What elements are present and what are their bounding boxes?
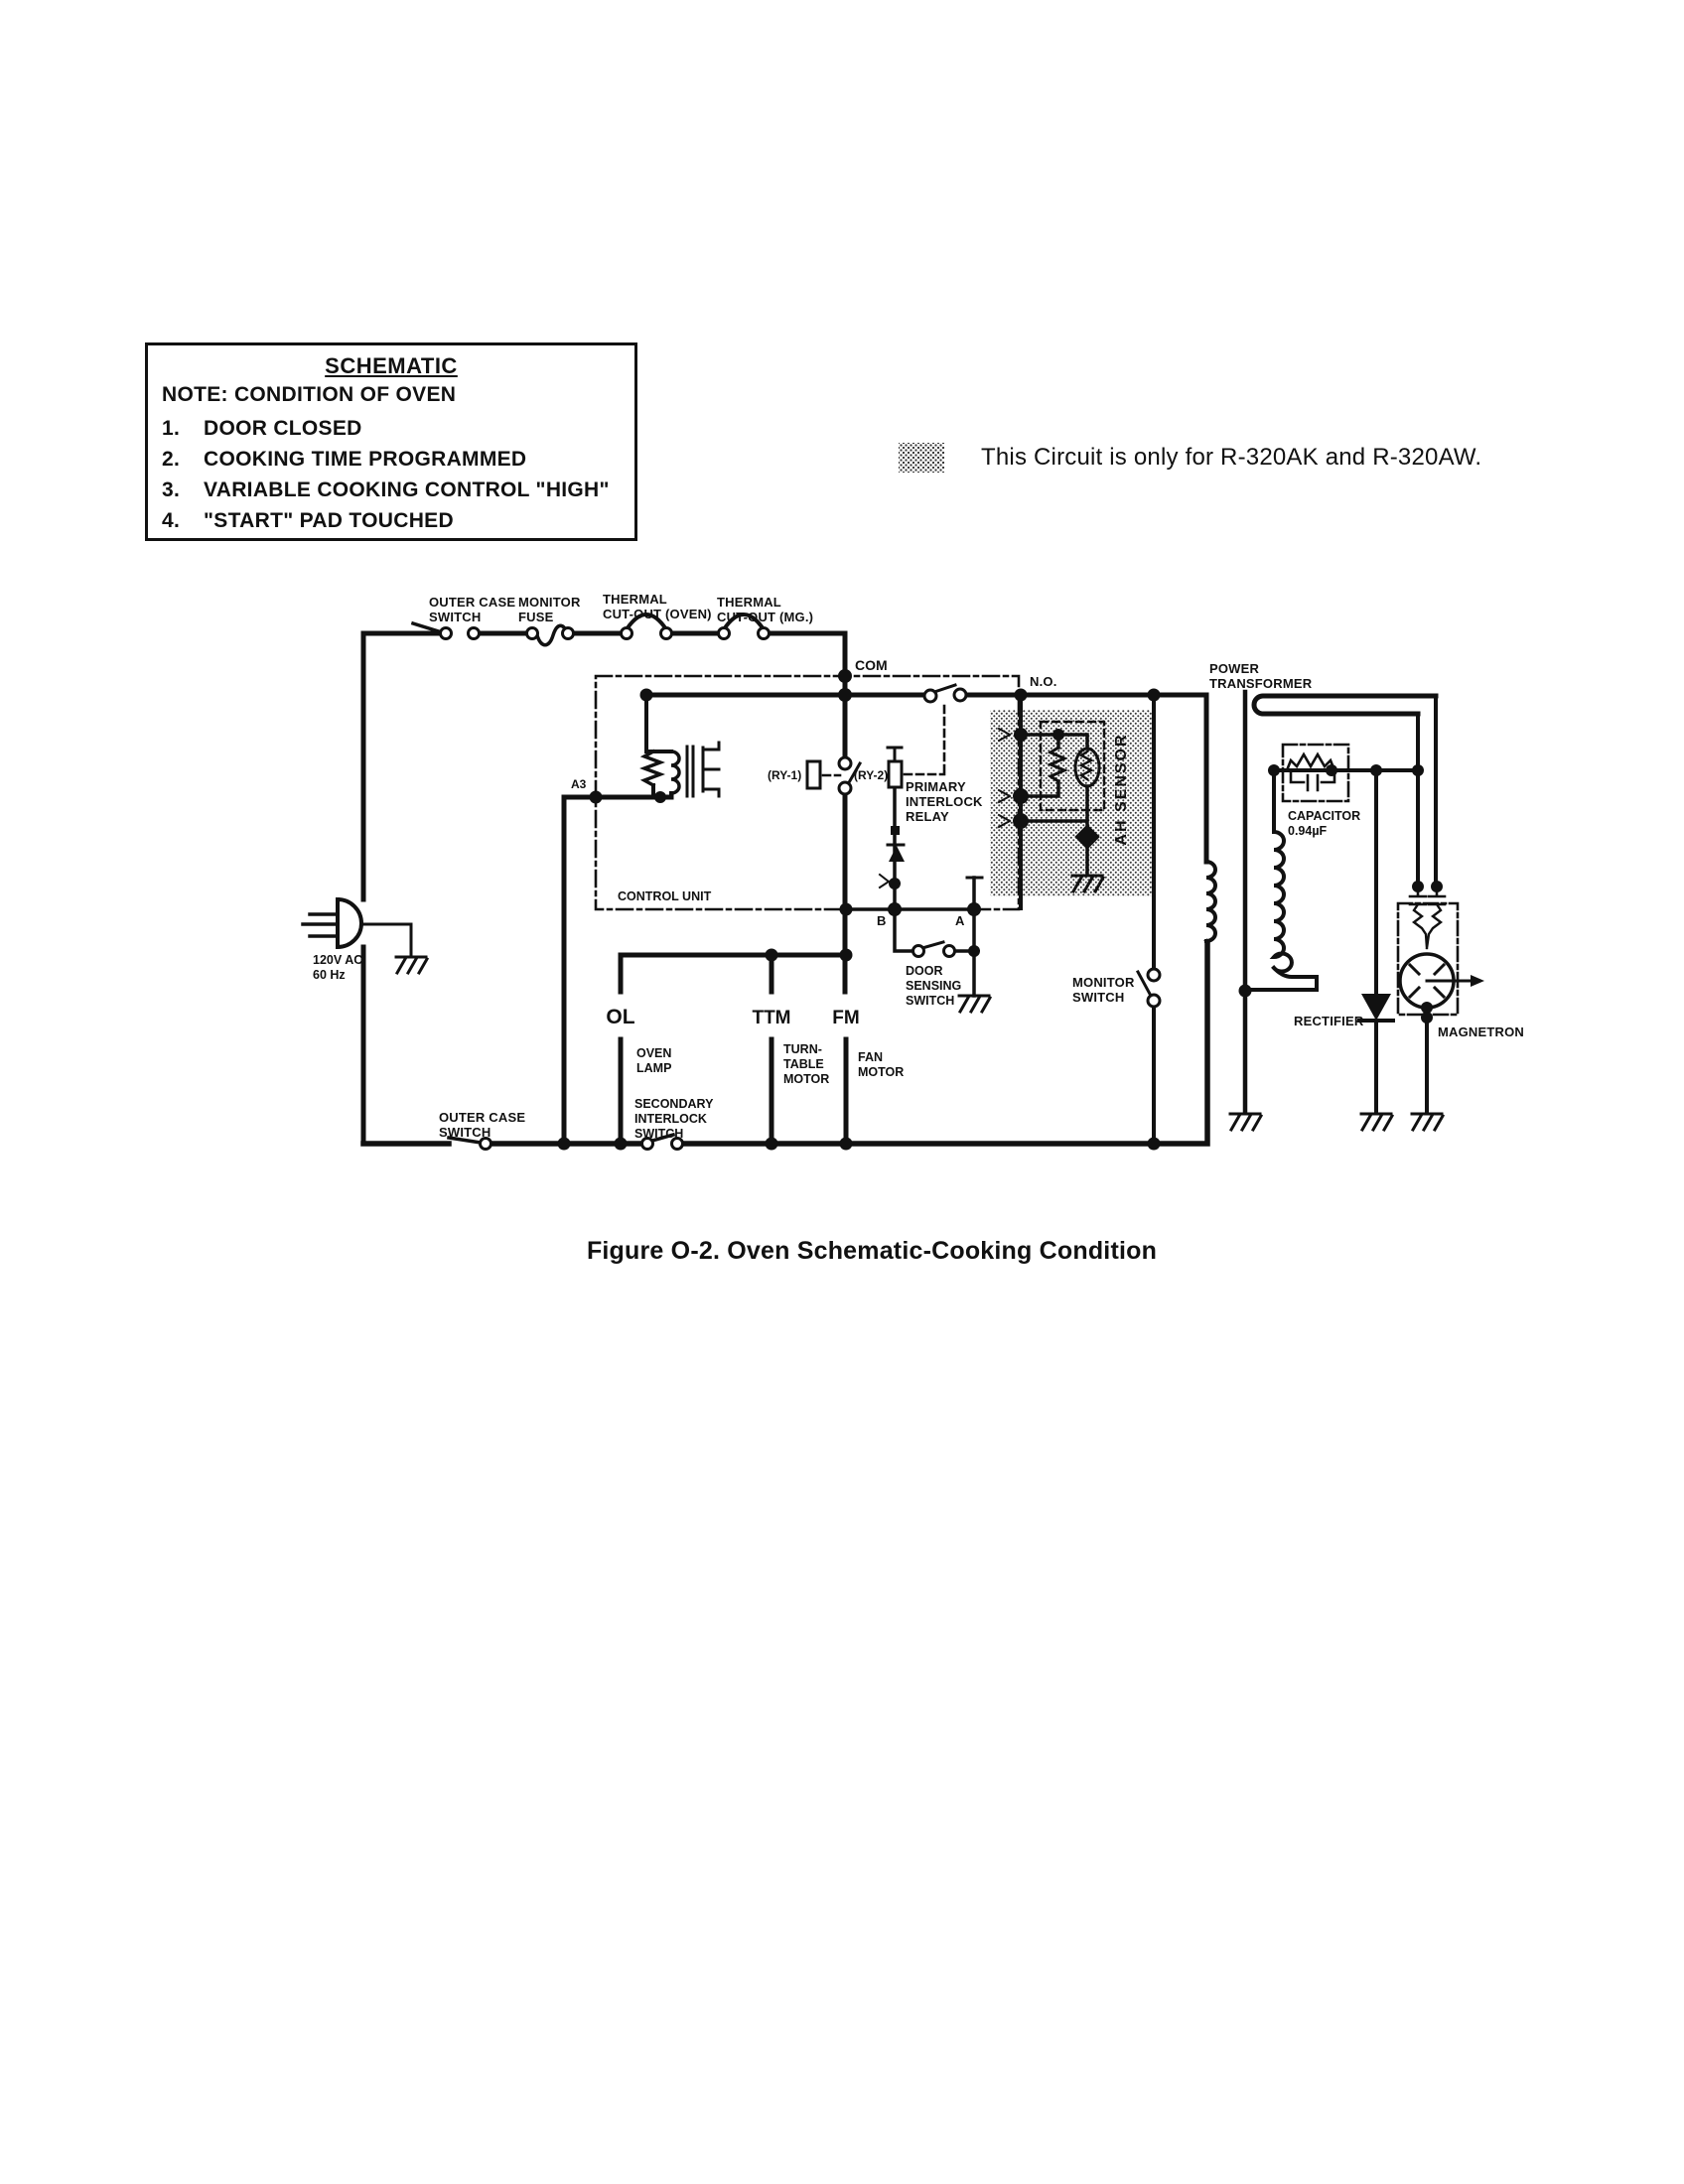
- ry1-coil: [807, 761, 840, 788]
- note-item-number: 4.: [162, 509, 181, 532]
- supply-voltage-label: 60 Hz: [313, 968, 346, 982]
- com-label: COM: [855, 657, 888, 673]
- thermal-cutout-mg-label: CUT-OUT (MG.): [717, 610, 814, 624]
- fan-motor-label: FAN: [858, 1050, 883, 1064]
- note-item-number: 3.: [162, 478, 181, 501]
- thermal-cutout-mg-label: THERMAL: [717, 595, 781, 610]
- note-item-text: "START" PAD TOUCHED: [204, 509, 454, 532]
- legend-shaded-swatch: [899, 443, 944, 473]
- ry1-label: (RY-1): [768, 768, 802, 782]
- thermal-cutout-oven-label: THERMAL: [603, 592, 667, 607]
- outer-case-switch-bottom-label: OUTER CASE: [439, 1110, 526, 1125]
- power-plug: [303, 899, 361, 947]
- monitor-switch-label: MONITOR: [1072, 975, 1135, 990]
- interlock-relay-contact: [924, 685, 966, 702]
- outer-case-switch-bottom-label: SWITCH: [439, 1125, 491, 1140]
- outer-case-switch-top-label: OUTER CASE: [429, 595, 516, 610]
- schematic-note-box: [145, 342, 637, 541]
- note-item: [162, 505, 621, 536]
- figure-caption: Figure O-2. Oven Schematic-Cooking Condition: [586, 1237, 1158, 1265]
- secondary-interlock-switch-label: SWITCH: [634, 1127, 684, 1141]
- a3-terminal-label: A3: [571, 777, 587, 791]
- note-item: [162, 475, 621, 505]
- note-item: [162, 444, 621, 475]
- note-box-title: SCHEMATIC: [325, 353, 458, 378]
- oven-lamp-label: OVEN: [636, 1046, 672, 1060]
- note-box-heading: NOTE: CONDITION OF OVEN: [162, 383, 457, 406]
- supply-voltage-label: 120V AC: [313, 953, 363, 967]
- door-sensing-switch-label: DOOR: [906, 964, 943, 978]
- note-item: [162, 413, 621, 444]
- note-item-text: VARIABLE COOKING CONTROL "HIGH": [204, 478, 610, 501]
- monitor-switch-label: SWITCH: [1072, 990, 1125, 1005]
- monitor-fuse-label: MONITOR: [518, 595, 581, 610]
- rectifier-label: RECTIFIER: [1294, 1014, 1364, 1028]
- ry2-coil: [888, 703, 944, 787]
- oven-lamp-label: LAMP: [636, 1061, 672, 1075]
- primary-interlock-relay-label: PRIMARY: [906, 779, 966, 794]
- a-terminal-label: A: [955, 913, 965, 928]
- power-transformer-label: POWER: [1209, 661, 1260, 676]
- turntable-motor-label: TABLE: [783, 1057, 824, 1071]
- monitor-switch: [1138, 969, 1160, 1007]
- thermal-cutout-oven-label: CUT-OUT (OVEN): [603, 607, 712, 621]
- turntable-motor-label: MOTOR: [783, 1072, 830, 1086]
- ground-icon: [1361, 1114, 1392, 1130]
- ground-icon: [959, 996, 990, 1012]
- schematic-labels: [313, 592, 1524, 1141]
- capacitor-label: 0.94µF: [1288, 824, 1328, 838]
- note-item-number: 1.: [162, 417, 181, 440]
- magnetron-label: MAGNETRON: [1438, 1024, 1525, 1039]
- monitor-fuse: [527, 625, 574, 645]
- ah-sensor-label: AH SENSOR: [1113, 733, 1130, 846]
- door-sensing-switch-label: SENSING: [906, 979, 962, 993]
- primary-interlock-relay-label: INTERLOCK: [906, 794, 983, 809]
- fan-motor-symbol-label: FM: [832, 1008, 860, 1028]
- secondary-interlock-switch-label: INTERLOCK: [634, 1112, 707, 1126]
- note-item-number: 2.: [162, 448, 181, 471]
- outer-case-switch-top-label: SWITCH: [429, 610, 482, 624]
- note-item-text: DOOR CLOSED: [204, 417, 362, 440]
- primary-interlock-relay-label: RELAY: [906, 809, 949, 824]
- control-unit-label: CONTROL UNIT: [618, 889, 712, 903]
- door-sensing-switch-label: SWITCH: [906, 994, 955, 1008]
- ry2-label: (RY-2): [854, 768, 889, 782]
- ground-icon: [1230, 1114, 1261, 1130]
- fan-motor-label: MOTOR: [858, 1065, 905, 1079]
- no-label: N.O.: [1030, 674, 1057, 689]
- turntable-motor-symbol-label: TTM: [752, 1008, 791, 1028]
- ground-icon: [396, 957, 427, 973]
- capacitor-label: CAPACITOR: [1288, 809, 1361, 823]
- monitor-fuse-label: FUSE: [518, 610, 554, 624]
- door-sensing-switch: [913, 942, 955, 957]
- b-terminal-label: B: [877, 913, 887, 928]
- circuit-legend: [899, 443, 1481, 473]
- note-item-text: COOKING TIME PROGRAMMED: [204, 448, 527, 471]
- magnetron-symbol: [1400, 887, 1484, 1008]
- oven-lamp-symbol-label: OL: [606, 1006, 635, 1028]
- secondary-interlock-switch-label: SECONDARY: [634, 1097, 714, 1111]
- power-transformer-label: TRANSFORMER: [1209, 676, 1313, 691]
- rectifier-diode: [1359, 994, 1393, 1021]
- turntable-motor-label: TURN-: [783, 1042, 822, 1056]
- ground-icon: [1412, 1114, 1443, 1130]
- legend-text: This Circuit is only for R-320AK and R-320AW.: [981, 444, 1482, 471]
- capacitor-box: [1283, 745, 1348, 801]
- power-transformer-windings: [1206, 832, 1292, 972]
